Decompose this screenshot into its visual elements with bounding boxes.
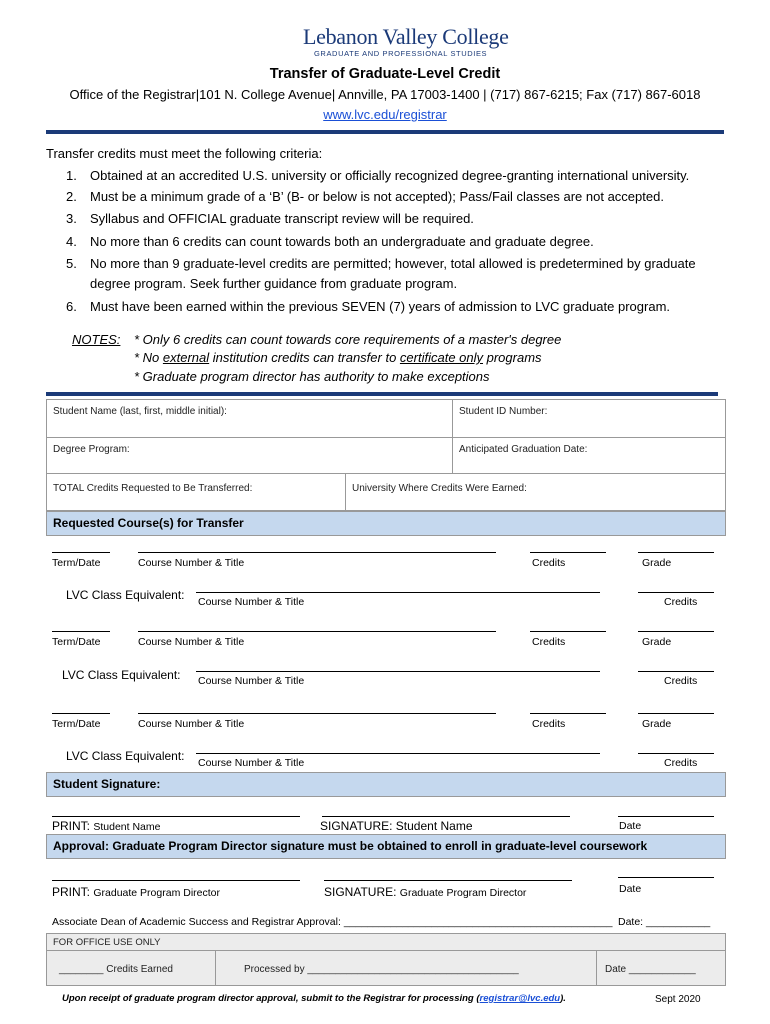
criterion-5: 5. No more than 9 graduate-level credits are permitted; however, total allowed is predetermined by graduate degree program. Seek further guidance from graduate program. xyxy=(66,256,696,291)
grade-line-1[interactable] xyxy=(638,552,714,553)
footer-instructions: Upon receipt of graduate program director approval, submit to the Registrar for processing (registrar@lvc.edu). xyxy=(62,993,566,1004)
director-signature-label: SIGNATURE: Graduate Program Director xyxy=(324,885,527,899)
credits-line-2[interactable] xyxy=(530,631,606,632)
student-signature-label: SIGNATURE: Student Name xyxy=(320,819,473,833)
college-logo-name: Lebanon Valley College xyxy=(303,24,509,49)
lvc-course-title-label: Course Number & Title xyxy=(198,757,305,769)
student-date-label: Date xyxy=(619,820,642,832)
term-date-line-2[interactable] xyxy=(52,631,110,632)
university-field[interactable] xyxy=(345,473,726,511)
lvc-equivalent-label: LVC Class Equivalent: xyxy=(62,668,181,682)
criterion-1: 1. Obtained at an accredited U.S. university or officially recognized degree-granting international university. xyxy=(66,168,690,183)
lvc-credits-line-3[interactable] xyxy=(638,753,714,754)
processed-by-field[interactable]: Processed by ______________________________________ xyxy=(215,950,597,986)
credits-label: Credits xyxy=(532,557,566,569)
lvc-credits-label: Credits xyxy=(664,596,698,608)
approval-section-header: Approval: Graduate Program Director signature must be obtained to enroll in graduate-level coursework xyxy=(46,834,726,859)
student-id-field[interactable] xyxy=(452,399,726,438)
note-2: * No external institution credits can transfer to certificate only programs xyxy=(134,350,542,365)
grad-date-label: Anticipated Graduation Date: xyxy=(459,444,588,455)
credits-label: Credits xyxy=(532,636,566,648)
grade-line-3[interactable] xyxy=(638,713,714,714)
lvc-course-title-label: Course Number & Title xyxy=(198,596,305,608)
director-date-line[interactable] xyxy=(618,877,714,878)
header-divider xyxy=(46,130,724,134)
lvc-course-line-3[interactable] xyxy=(196,753,600,754)
college-logo-subtitle: GRADUATE AND PROFESSIONAL STUDIES xyxy=(314,49,488,58)
director-print-label: PRINT: Graduate Program Director xyxy=(52,885,220,899)
director-signature-line[interactable] xyxy=(324,880,572,881)
term-date-line-3[interactable] xyxy=(52,713,110,714)
degree-program-field[interactable] xyxy=(46,437,453,474)
director-date-label: Date xyxy=(619,883,642,895)
credits-line-1[interactable] xyxy=(530,552,606,553)
grad-date-field[interactable] xyxy=(452,437,726,474)
lvc-course-line-2[interactable] xyxy=(196,671,600,672)
registrar-address: Office of the Registrar|101 N. College Avenue| Annville, PA 17003-1400 | (717) 867-6215; Fax (717) 867-6018 xyxy=(69,87,701,102)
term-date-label: Term/Date xyxy=(52,718,101,730)
assoc-dean-date-line[interactable]: Date: ___________ xyxy=(618,916,711,928)
course-title-line-1[interactable] xyxy=(138,552,496,553)
lvc-equivalent-label: LVC Class Equivalent: xyxy=(66,749,185,763)
form-version-date: Sept 2020 xyxy=(655,994,701,1005)
university-label: University Where Credits Were Earned: xyxy=(352,483,527,494)
assoc-dean-approval-line[interactable]: Associate Dean of Academic Success and Registrar Approval: ______________________________________________ xyxy=(52,916,613,928)
director-print-line[interactable] xyxy=(52,880,300,881)
grade-line-2[interactable] xyxy=(638,631,714,632)
credits-line-3[interactable] xyxy=(530,713,606,714)
criterion-2: 2. Must be a minimum grade of a ‘B’ (B- or below is not accepted); Pass/Fail classes are not accepted. xyxy=(66,189,664,204)
criterion-3: 3. Syllabus and OFFICIAL graduate transcript review will be required. xyxy=(66,211,474,226)
course-title-label: Course Number & Title xyxy=(138,557,245,569)
student-name-label: Student Name (last, first, middle initial): xyxy=(53,406,227,417)
grade-label: Grade xyxy=(642,718,672,730)
course-title-label: Course Number & Title xyxy=(138,636,245,648)
term-date-label: Term/Date xyxy=(52,636,101,648)
criterion-6: 6. Must have been earned within the previous SEVEN (7) years of admission to LVC graduate program. xyxy=(66,299,671,314)
course-title-label: Course Number & Title xyxy=(138,718,245,730)
lvc-equivalent-label: LVC Class Equivalent: xyxy=(66,588,185,602)
lvc-credits-label: Credits xyxy=(664,675,698,687)
registrar-email-link[interactable]: registrar@lvc.edu xyxy=(479,993,561,1004)
student-print-label: PRINT: Student Name xyxy=(52,819,161,833)
note-1: * Only 6 credits can count towards core requirements of a master's degree xyxy=(134,332,562,347)
grade-label: Grade xyxy=(642,636,672,648)
student-id-label: Student ID Number: xyxy=(459,406,548,417)
lvc-course-line-1[interactable] xyxy=(196,592,600,593)
term-date-label: Term/Date xyxy=(52,557,101,569)
student-print-line[interactable] xyxy=(52,816,300,817)
course-title-line-2[interactable] xyxy=(138,631,496,632)
lvc-credits-line-2[interactable] xyxy=(638,671,714,672)
page-title: Transfer of Graduate-Level Credit xyxy=(269,66,501,82)
student-signature-header: Student Signature: xyxy=(46,772,726,797)
criteria-intro: Transfer credits must meet the following criteria: xyxy=(46,146,323,161)
note-3: * Graduate program director has authority to make exceptions xyxy=(134,369,490,384)
grade-label: Grade xyxy=(642,557,672,569)
student-name-field[interactable] xyxy=(46,399,453,438)
courses-section-header: Requested Course(s) for Transfer xyxy=(46,511,726,536)
total-credits-label: TOTAL Credits Requested to Be Transferred: xyxy=(53,483,253,494)
credits-label: Credits xyxy=(532,718,566,730)
term-date-line-1[interactable] xyxy=(52,552,110,553)
criterion-4: 4. No more than 6 credits can count towards both an undergraduate and graduate degree. xyxy=(66,234,594,249)
student-date-line[interactable] xyxy=(618,816,714,817)
student-signature-line[interactable] xyxy=(322,816,570,817)
office-date-field[interactable]: Date ____________ xyxy=(596,950,726,986)
notes-divider xyxy=(46,392,718,396)
registrar-link[interactable]: www.lvc.edu/registrar xyxy=(323,107,447,122)
lvc-credits-line-1[interactable] xyxy=(638,592,714,593)
notes-label: NOTES: xyxy=(72,332,121,347)
course-title-line-3[interactable] xyxy=(138,713,496,714)
credits-earned-field[interactable]: ________ Credits Earned xyxy=(46,950,216,986)
lvc-course-title-label: Course Number & Title xyxy=(198,675,305,687)
office-use-header: FOR OFFICE USE ONLY xyxy=(46,933,726,951)
lvc-credits-label: Credits xyxy=(664,757,698,769)
total-credits-field[interactable] xyxy=(46,473,346,511)
degree-program-label: Degree Program: xyxy=(53,444,130,455)
